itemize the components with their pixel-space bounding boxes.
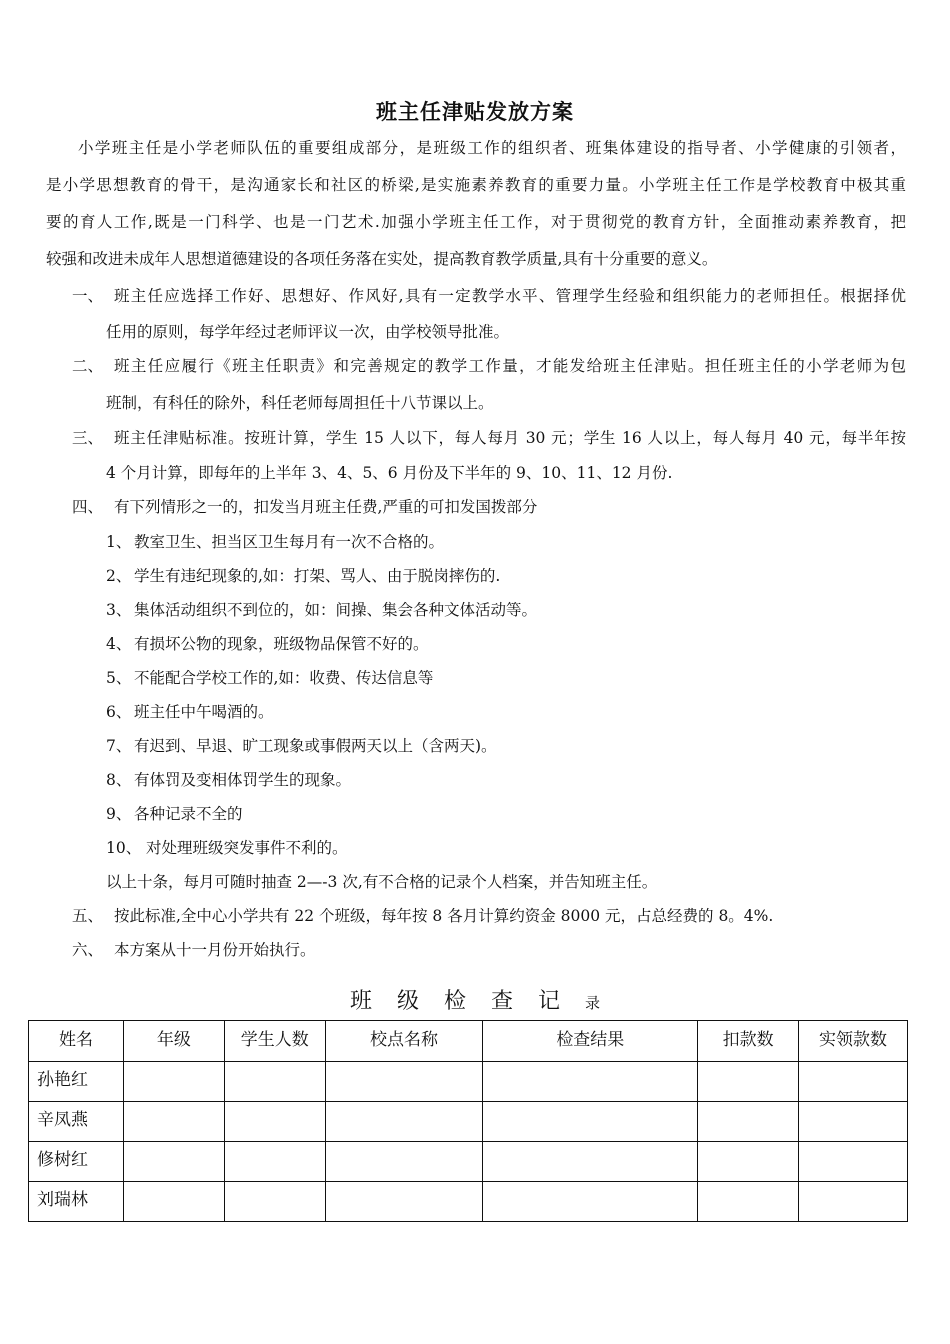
cell-inspection-result [483, 1062, 698, 1102]
section-5-number: 五、 [72, 907, 104, 925]
list-item-text: 学生有违纪现象的,如：打架、骂人、由于脱岗摔伤的. [134, 567, 501, 585]
intro-line-2: 是小学思想教育的骨干，是沟通家长和社区的桥梁,是实施素养教育的重要力量。小学班主任工作是学校教育中极其重 [46, 176, 906, 194]
list-item-number: 2、 [106, 567, 132, 585]
list-item-text: 不能配合学校工作的,如：收费、传达信息等 [134, 669, 434, 687]
table-row [29, 1062, 908, 1102]
cell-student-count [224, 1142, 325, 1182]
list-item-number: 1、 [106, 533, 132, 551]
cell-deduction [698, 1062, 799, 1102]
header-name: 姓名 [29, 1021, 124, 1062]
list-item-text: 有体罚及变相体罚学生的现象。 [134, 771, 352, 789]
section-3-line-1: 班主任津贴标准。按班计算，学生 15 人以下，每人每月 30 元；学生 16 人以上，每人每月 40 元，每半年按 [114, 429, 906, 447]
cell-actual-amount [799, 1062, 908, 1102]
section-6-text: 本方案从十一月份开始执行。 [114, 941, 316, 959]
section-1-line-2: 任用的原则，每学年经过老师评议一次，由学校领导批准。 [106, 323, 510, 341]
cell-school-site [325, 1062, 483, 1102]
cell-deduction [698, 1102, 799, 1142]
cell-grade [123, 1182, 224, 1222]
cell-inspection-result [483, 1182, 698, 1222]
intro-line-1: 小学班主任是小学老师队伍的重要组成部分，是班级工作的组织者、班集体建设的指导者、小学健康的引领者， [78, 139, 906, 157]
section-4-number: 四、 [72, 498, 104, 516]
table-row [29, 1142, 908, 1182]
list-item-number: 4、 [106, 635, 132, 653]
cell-grade [123, 1142, 224, 1182]
header-student-count: 学生人数 [224, 1021, 325, 1062]
table-row [29, 1182, 908, 1222]
cell-deduction [698, 1182, 799, 1222]
cell-school-site [325, 1102, 483, 1142]
table-title-main: 班 级 检 查 记 [350, 989, 569, 1014]
header-school-site: 校点名称 [325, 1021, 483, 1062]
section-2-number: 二、 [72, 357, 104, 375]
cell-student-count [224, 1182, 325, 1222]
section-1-number: 一、 [72, 287, 104, 305]
section-5-text: 按此标准,全中心小学共有 22 个班级，每年按 8 各月计算约资金 8000 元，占总经费的 8。4%. [114, 907, 774, 925]
list-item-text: 有迟到、早退、旷工现象或事假两天以上（含两天)。 [134, 737, 497, 755]
cell-deduction [698, 1142, 799, 1182]
section-2-line-2: 班制，有科任的除外，科任老师每周担任十八节课以上。 [106, 394, 494, 412]
header-deduction: 扣款数 [698, 1021, 799, 1062]
list-item-number: 7、 [106, 737, 132, 755]
intro-line-4: 较强和改进未成年人思想道德建设的各项任务落在实处，提高教育教学质量,具有十分重要的意义。 [46, 250, 718, 268]
table-title [0, 984, 950, 1015]
list-item-text: 集体活动组织不到位的，如：间操、集会各种文体活动等。 [134, 601, 538, 619]
list-item-number: 10、 [106, 839, 142, 857]
list-item-number: 6、 [106, 703, 132, 721]
table-row [29, 1102, 908, 1142]
cell-grade [123, 1102, 224, 1142]
summary-line: 以上十条，每月可随时抽查 2—-3 次,有不合格的记录个人档案，并告知班主任。 [106, 873, 658, 891]
section-6-number: 六、 [72, 941, 104, 959]
cell-actual-amount [799, 1142, 908, 1182]
cell-inspection-result [483, 1102, 698, 1142]
section-1-line-1: 班主任应选择工作好、思想好、作风好,具有一定教学水平、管理学生经验和组织能力的老师担任。根据择优 [114, 287, 906, 305]
list-item-number: 5、 [106, 669, 132, 687]
section-4-line-1: 有下列情形之一的，扣发当月班主任费,严重的可扣发国拨部分 [114, 498, 538, 516]
intro-line-3: 要的育人工作,既是一门科学、也是一门艺术.加强小学班主任工作，对于贯彻党的教育方针，全面推动素养教育，把 [46, 213, 906, 231]
cell-actual-amount [799, 1102, 908, 1142]
list-item-number: 8、 [106, 771, 132, 789]
list-item-text: 对处理班级突发事件不利的。 [146, 839, 348, 857]
list-item-number: 3、 [106, 601, 132, 619]
header-inspection-result: 检查结果 [483, 1021, 698, 1062]
list-item-text: 教室卫生、担当区卫生每月有一次不合格的。 [134, 533, 445, 551]
cell-grade [123, 1062, 224, 1102]
cell-actual-amount [799, 1182, 908, 1222]
table-header-row [29, 1021, 908, 1062]
table-title-tail: 录 [584, 994, 600, 1012]
cell-inspection-result [483, 1142, 698, 1182]
header-actual-amount: 实领款数 [799, 1021, 908, 1062]
class-inspection-table [28, 1020, 908, 1222]
header-grade: 年级 [123, 1021, 224, 1062]
cell-school-site [325, 1142, 483, 1182]
section-3-line-2: 4 个月计算，即每年的上半年 3、4、5、6 月份及下半年的 9、10、11、12 月份. [106, 464, 673, 482]
cell-name: 孙艳红 [29, 1062, 124, 1102]
cell-name: 修树红 [29, 1142, 124, 1182]
cell-name: 刘瑞林 [29, 1182, 124, 1222]
cell-school-site [325, 1182, 483, 1222]
cell-student-count [224, 1102, 325, 1142]
cell-name: 辛凤燕 [29, 1102, 124, 1142]
cell-student-count [224, 1062, 325, 1102]
list-item-text: 各种记录不全的 [134, 805, 243, 823]
list-item-number: 9、 [106, 805, 132, 823]
document-title: 班主任津贴发放方案 [376, 99, 574, 124]
list-item-text: 班主任中午喝酒的。 [134, 703, 274, 721]
section-3-number: 三、 [72, 429, 104, 447]
list-item-text: 有损坏公物的现象，班级物品保管不好的。 [134, 635, 429, 653]
section-2-line-1: 班主任应履行《班主任职责》和完善规定的教学工作量，才能发给班主任津贴。担任班主任的小学老师为包 [114, 357, 906, 375]
